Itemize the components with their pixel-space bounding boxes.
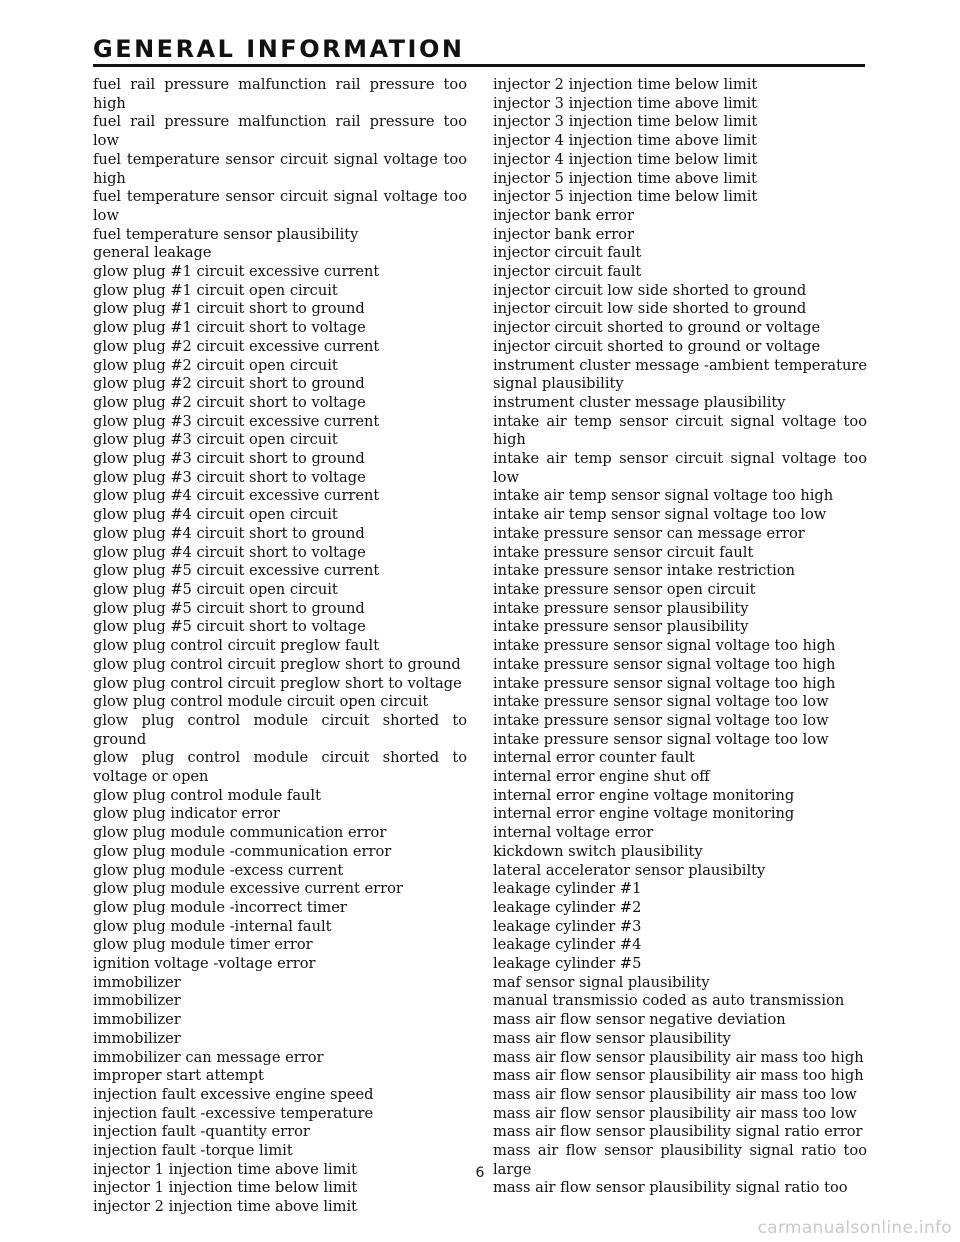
list-item: fuel rail pressure malfunction rail pressure too low — [93, 113, 467, 150]
list-item: instrument cluster message -ambient temperature signal plausibility — [493, 356, 867, 393]
list-item: intake pressure sensor signal voltage too high — [493, 655, 836, 673]
list-item: intake pressure sensor open circuit — [493, 580, 756, 598]
list-item: glow plug indicator error — [93, 805, 280, 823]
list-item: glow plug module excessive current error — [93, 880, 403, 898]
list-item: glow plug module -internal fault — [93, 917, 332, 935]
list-item: internal error engine voltage monitoring — [493, 805, 795, 823]
list-item: glow plug #3 circuit short to voltage — [93, 468, 366, 486]
list-item: glow plug #1 circuit open circuit — [93, 281, 338, 299]
list-item: intake air temp sensor signal voltage too high — [493, 487, 834, 505]
list-item: mass air flow sensor plausibility air mass too low — [493, 1104, 857, 1122]
list-item: fuel temperature sensor circuit signal voltage too high — [93, 150, 467, 187]
list-item: mass air flow sensor plausibility air mass too low — [493, 1085, 857, 1103]
list-item: glow plug #2 circuit short to voltage — [93, 393, 366, 411]
list-item: injector 4 injection time above limit — [493, 132, 758, 150]
list-item: glow plug #5 circuit excessive current — [93, 562, 380, 580]
list-item: intake pressure sensor signal voltage too high — [493, 674, 836, 692]
list-item: intake pressure sensor intake restriction — [493, 562, 796, 580]
list-item: intake pressure sensor signal voltage too low — [493, 730, 829, 748]
list-item: glow plug module -incorrect timer — [93, 898, 347, 916]
list-item: glow plug #2 circuit open circuit — [93, 356, 338, 374]
list-item: glow plug #5 circuit short to ground — [93, 599, 365, 617]
list-item: glow plug #5 circuit open circuit — [93, 580, 338, 598]
list-item: injector circuit shorted to ground or voltage — [493, 337, 821, 355]
list-item: intake pressure sensor plausibility — [493, 599, 749, 617]
list-item: intake air temp sensor circuit signal voltage too high — [493, 412, 867, 449]
list-item: glow plug control circuit preglow short to voltage — [93, 674, 462, 692]
list-item: injector circuit shorted to ground or voltage — [493, 319, 821, 337]
list-item: leakage cylinder #4 — [493, 936, 642, 954]
list-item: injection fault -excessive temperature — [93, 1104, 374, 1122]
list-item: glow plug control module circuit shorted to voltage or open — [93, 749, 467, 786]
right-column — [493, 76, 867, 1198]
list-item: glow plug #2 circuit short to ground — [93, 375, 365, 393]
list-item: glow plug module communication error — [93, 824, 387, 842]
list-item: glow plug module timer error — [93, 936, 313, 954]
list-item: mass air flow sensor plausibility signal ratio too large — [493, 1142, 867, 1178]
list-item: intake pressure sensor plausibility — [493, 618, 749, 636]
list-item: injector 3 injection time above limit — [493, 94, 758, 112]
list-item: injector circuit fault — [493, 263, 642, 281]
list-item: mass air flow sensor plausibility signal ratio error — [493, 1123, 863, 1141]
list-item: injector 1 injection time above limit — [93, 1160, 358, 1178]
list-item: glow plug control circuit preglow fault — [93, 637, 380, 655]
list-item: glow plug #3 circuit excessive current — [93, 412, 380, 430]
list-item: immobilizer — [93, 1029, 181, 1047]
list-item: general leakage — [93, 244, 212, 262]
list-item: glow plug #4 circuit short to ground — [93, 524, 365, 542]
list-item: internal error counter fault — [493, 749, 695, 767]
list-item: glow plug module -communication error — [93, 842, 392, 860]
list-item: glow plug control module fault — [93, 786, 321, 804]
list-item: injector circuit low side shorted to ground — [493, 281, 807, 299]
list-item: intake pressure sensor signal voltage too low — [493, 693, 829, 711]
list-item: glow plug #4 circuit short to voltage — [93, 543, 366, 561]
list-item: improper start attempt — [93, 1067, 264, 1085]
list-item: intake air temp sensor circuit signal voltage too low — [493, 450, 867, 486]
list-item: mass air flow sensor plausibility — [493, 1029, 731, 1047]
list-item: intake pressure sensor can message error — [493, 524, 805, 542]
list-item: glow plug #3 circuit open circuit — [93, 431, 338, 449]
list-item: glow plug #1 circuit short to ground — [93, 300, 365, 318]
list-item: glow plug control module circuit open circuit — [93, 693, 429, 711]
list-item: leakage cylinder #2 — [493, 898, 642, 916]
list-item: fuel temperature sensor circuit signal voltage too low — [93, 188, 467, 224]
list-item: mass air flow sensor plausibility signal ratio too — [493, 1179, 848, 1197]
list-item: immobilizer — [93, 1011, 181, 1029]
list-item: glow plug #1 circuit short to voltage — [93, 319, 366, 337]
list-item: immobilizer can message error — [93, 1048, 324, 1066]
list-item: leakage cylinder #3 — [493, 917, 642, 935]
list-item: ignition voltage -voltage error — [93, 955, 316, 973]
list-item: injector bank error — [493, 206, 634, 224]
list-item: glow plug control module circuit shorted to ground — [93, 711, 467, 748]
list-item: internal error engine voltage monitoring — [493, 786, 795, 804]
list-item: injection fault excessive engine speed — [93, 1085, 374, 1103]
list-item: injection fault -quantity error — [93, 1123, 310, 1141]
list-item: glow plug #1 circuit excessive current — [93, 263, 380, 281]
list-item: internal voltage error — [493, 824, 654, 842]
page-number: 6 — [475, 1165, 485, 1181]
list-item: glow plug #2 circuit excessive current — [93, 337, 380, 355]
left-column — [93, 76, 467, 1217]
page-title: GENERAL INFORMATION — [93, 35, 465, 63]
list-item: intake pressure sensor circuit fault — [493, 543, 754, 561]
list-item: lateral accelerator sensor plausibilty — [493, 861, 766, 879]
list-item: fuel temperature sensor plausibility — [93, 225, 359, 243]
list-item: injector 2 injection time below limit — [493, 76, 758, 93]
list-item: injector 2 injection time above limit — [93, 1198, 358, 1216]
list-item: mass air flow sensor plausibility air mass too high — [493, 1067, 864, 1085]
list-item: manual transmissio coded as auto transmission — [493, 992, 845, 1010]
list-item: intake pressure sensor signal voltage too low — [493, 711, 829, 729]
list-item: leakage cylinder #1 — [493, 880, 642, 898]
list-item: mass air flow sensor plausibility air mass too high — [493, 1048, 864, 1066]
list-item: maf sensor signal plausibility — [493, 973, 710, 991]
list-item: glow plug #4 circuit open circuit — [93, 506, 338, 524]
watermark: carmanualsonline.info — [757, 1218, 952, 1238]
list-item: glow plug module -excess current — [93, 861, 344, 879]
list-item: injector bank error — [493, 225, 634, 243]
list-item: leakage cylinder #5 — [493, 955, 642, 973]
header-rule — [93, 64, 865, 67]
list-item: injector 1 injection time below limit — [93, 1179, 358, 1197]
list-item: glow plug #4 circuit excessive current — [93, 487, 380, 505]
list-item: injector 3 injection time below limit — [493, 113, 758, 131]
list-item: immobilizer — [93, 992, 181, 1010]
list-item: glow plug #3 circuit short to ground — [93, 450, 365, 468]
list-item: glow plug #5 circuit short to voltage — [93, 618, 366, 636]
list-item: injector 5 injection time above limit — [493, 169, 758, 187]
list-item: injection fault -torque limit — [93, 1142, 293, 1160]
list-item: intake pressure sensor signal voltage too high — [493, 637, 836, 655]
list-item: fuel rail pressure malfunction rail pressure too high — [93, 76, 467, 112]
list-item: injector 5 injection time below limit — [493, 188, 758, 206]
list-item: mass air flow sensor negative deviation — [493, 1011, 786, 1029]
list-item: kickdown switch plausibility — [493, 842, 703, 860]
list-item: glow plug control circuit preglow short to ground — [93, 655, 461, 673]
list-item: injector circuit low side shorted to ground — [493, 300, 807, 318]
list-item: injector 4 injection time below limit — [493, 150, 758, 168]
list-item: injector circuit fault — [493, 244, 642, 262]
list-item: intake air temp sensor signal voltage too low — [493, 506, 827, 524]
list-item: internal error engine shut off — [493, 768, 710, 786]
list-item: immobilizer — [93, 973, 181, 991]
list-item: instrument cluster message plausibility — [493, 393, 786, 411]
